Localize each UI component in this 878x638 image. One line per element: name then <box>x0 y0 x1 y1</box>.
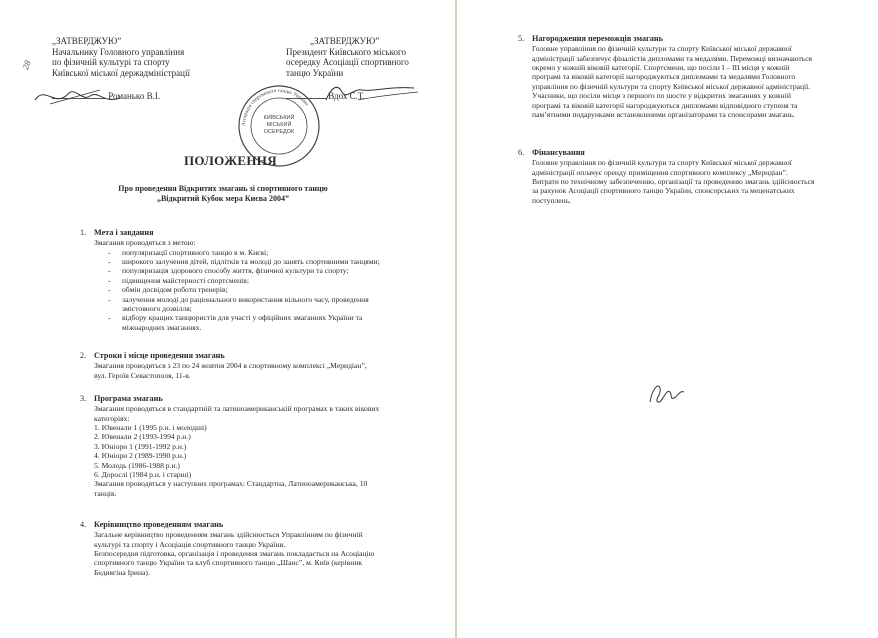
list-item: - підвищення майстерності спортсменів; <box>104 276 434 285</box>
section-heading: Фінансування <box>532 148 585 157</box>
approval-heading: „ЗАТВЕРДЖУЮ” <box>52 36 122 46</box>
document-subtitle <box>100 184 346 204</box>
signer-name: Вдох С.Т. <box>328 91 365 101</box>
list-item: 6. Дорослі (1984 р.н. і старші) <box>94 470 192 480</box>
subtitle-line: „Відкритий Кубок мера Києва 2004” <box>156 194 290 203</box>
section-text-line: за рахунок Асоціації спортивного танцю України, спонсорських та меценатських <box>532 186 795 196</box>
section-text-line: Бедиягіна Ірина). <box>94 567 150 577</box>
list-item-continuation: міжнародних змаганнях. <box>122 322 202 332</box>
document-title: ПОЛОЖЕННЯ <box>184 153 277 168</box>
section-number: 6. <box>518 148 525 157</box>
section-number: 5. <box>518 34 525 43</box>
section-text-line: Учасники, що посіли місця з першого по шосте у відкритих змаганнях у кожній <box>532 91 791 101</box>
section-text-line: окремо у кожній віковій категорії. Спортсмени, що посіли І – ІІІ місця у кожній <box>532 63 790 73</box>
age-categories-list <box>94 423 434 479</box>
list-item: 4. Юніори 2 (1989-1990 р.н.) <box>94 451 187 461</box>
stamp-center-line: КИЇВСЬКИЙ <box>263 115 295 121</box>
section-text-line: спортивного танцю України та клуб спортивного танцю „Шанс”, м. Київ (керівник <box>94 558 363 568</box>
section-text-line: Головне управління по фізичній культури та спорту Київської міської державної <box>532 158 792 168</box>
approval-line: Президент Київського міського <box>286 46 406 57</box>
section-financing <box>518 148 872 205</box>
section-text-line: програмі та віковій категорії нагороджуються дипломами та медалями Головного <box>532 72 796 82</box>
stamp-ring-text: Асоціація спортивного танцю України <box>240 87 310 127</box>
section-text-line: Витрати по технічному забезпеченню, організації та проведенню змагань здійснюється <box>532 177 815 187</box>
list-item: 1. Ювенали 1 (1995 р.н. і молодші) <box>94 423 207 433</box>
approval-line: Київської міської держадміністрації <box>52 67 190 78</box>
right-page <box>460 0 878 638</box>
handwritten-initials <box>644 378 688 408</box>
approval-line: по фізичній культурі та спорту <box>52 57 170 67</box>
section-intro: Змагання проводяться з метою: <box>94 238 196 248</box>
section-text-line: Безпосередня підготовка, організація і проведення змагань покладається на Асоціацію <box>94 549 375 559</box>
section-heading: Керівництво проведенням змагань <box>94 520 224 529</box>
section-text-line: Змагання проводяться з 23 по 24 жовтня 2004 в спортивному комплексі „Меридіан”, <box>94 361 367 371</box>
list-item: - залучення молоді до раціонального використання вільного часу, проведення <box>104 295 434 304</box>
section-number: 3. <box>80 394 87 403</box>
margin-mark: 28 <box>20 59 33 71</box>
signer-name: Романько В.І. <box>108 91 161 101</box>
subtitle-line: Про проведення Відкритих змагань зі спортивного танцю <box>118 184 328 193</box>
handwritten-signature-right <box>318 78 428 108</box>
section-management <box>80 520 444 577</box>
stamp-center-line: ОСЕРЕДОК <box>263 129 295 135</box>
section-text-line: поступлень. <box>532 195 572 205</box>
list-item: - відбору кращих танцюристів для участі у офіційних змаганнях України та <box>104 313 434 322</box>
section-heading: Програма змагань <box>94 394 163 403</box>
approval-line: Начальнику Головного управління <box>52 46 185 57</box>
list-item: - популяризації спортивного танцю в м. Києві; <box>104 248 434 257</box>
section-text-line: Змагання проводяться в стандартній та латиноамериканській програмах в таких вікових <box>94 404 380 414</box>
section-number: 1. <box>80 228 87 237</box>
section-heading: Строки і місце проведення змагань <box>94 351 225 360</box>
section-goals <box>80 228 434 332</box>
handwritten-signature-left <box>30 80 140 110</box>
list-item: - популяризація здорового способу життя, фізичної культури та спорту; <box>104 266 434 275</box>
section-program <box>80 394 434 498</box>
section-text-line: пам’ятними подарунками встановленими організаторами та спонсорами змагань. <box>532 110 796 120</box>
section-number: 2. <box>80 351 87 360</box>
section-dates-place <box>80 351 434 380</box>
list-item: 3. Юніори 1 (1991-1992 р.н.) <box>94 441 187 451</box>
list-item: 2. Ювенали 2 (1993-1994 р.н.) <box>94 432 191 442</box>
section-text-line: танців. <box>94 488 117 498</box>
section-awards <box>518 34 872 120</box>
section-text-line: культурі та спорту і Асоціація спортивного танцю України. <box>94 539 286 549</box>
list-item: - широкого залучення дітей, підлітків та молоді до занять спортивними танцями; <box>104 257 434 266</box>
section-text-line: адміністрації забезпечує фіналістів дипломами та медалями. Переможці визначаються <box>532 53 813 63</box>
section-heading: Мета і завдання <box>94 228 154 237</box>
approval-line: осередку Асоціації спортивного <box>286 57 409 67</box>
approval-heading: „ЗАТВЕРДЖУЮ” <box>310 36 380 46</box>
list-item: - обмін досвідом роботи тренерів; <box>104 285 434 294</box>
section-text-line: управління по фізичній культури та спорту Київської міської державної адміністрації. <box>532 81 811 91</box>
stamp-center-line: МІСЬКИЙ <box>266 122 292 128</box>
approval-line: танцю України <box>286 67 344 78</box>
section-heading: Нагородження переможців змагань <box>532 34 663 43</box>
section-text-line: адміністрації оплачує оренду приміщення спортивного комплексу „Меридіан”. <box>532 167 788 177</box>
section-text-line: Головне управління по фізичній культури та спорту Київської міської державної <box>532 44 792 54</box>
section-text-line: програмі та віковій категорії нагороджуються дипломами відповідного ступеня та <box>532 100 798 110</box>
section-text-line: Загальне керівництво проведенням змагань здійснюється Управлінням по фізичній <box>94 530 363 540</box>
list-item: 5. Молодь (1986-1988 р.н.) <box>94 460 180 470</box>
goals-list <box>104 248 434 333</box>
list-item-continuation: змістовного дозвілля; <box>122 304 192 314</box>
page-fold <box>455 0 457 638</box>
section-number: 4. <box>80 520 87 529</box>
section-text-line: категоріях: <box>94 413 130 423</box>
section-text-line: Змагання проводяться у наступних програмах: Стандартна, Латиноамериканська, 10 <box>94 479 368 489</box>
section-text-line: вул. Героїв Севастополя, 11-в. <box>94 370 191 380</box>
